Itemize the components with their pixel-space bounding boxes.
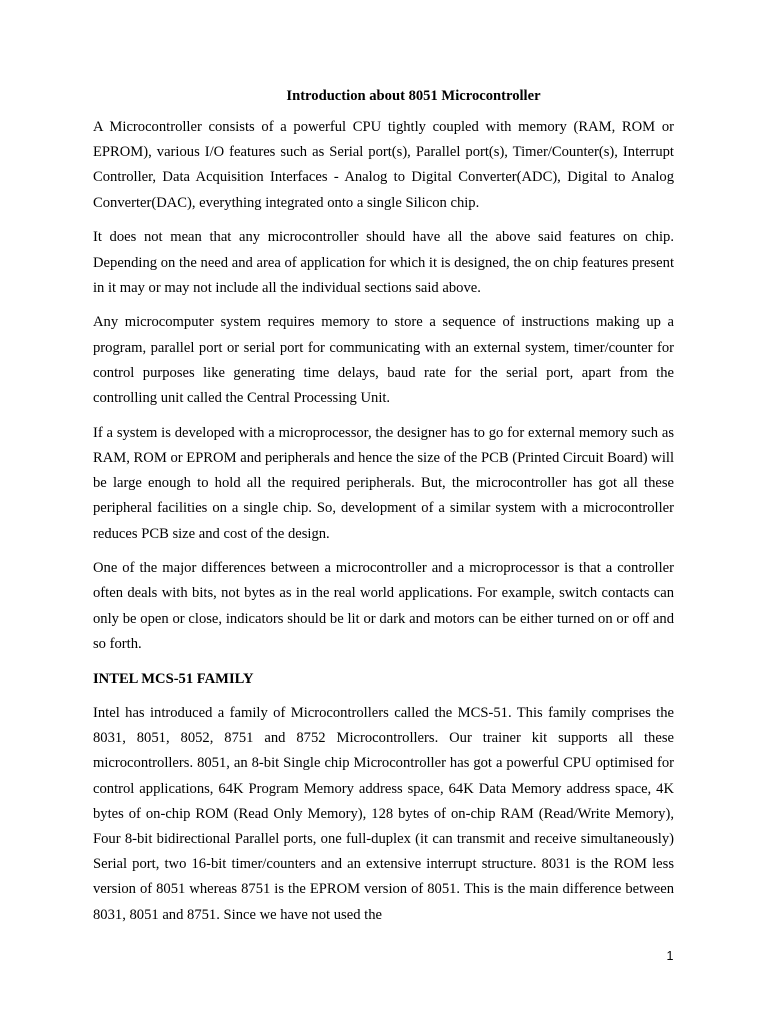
paragraph-microprocessor-vs-pcb: If a system is developed with a microprocessor, the designer has to go for external memory such as RAM, ROM or EPROM and peripherals and hence the size of the PCB (Printed Circuit Board) will be large enough to hold all the required peripherals. But, the microcontroller has got all these peripheral facilities on a single chip. So, development of a similar system with a microcontroller reduces PCB size and cost of the design. bbox=[93, 424, 674, 542]
document-page bbox=[93, 86, 674, 937]
paragraph-microcomputer-system: Any microcomputer system requires memory to store a sequence of instructions making up a program, parallel port or serial port for communicating with an external system, timer/counter for control purposes like generating time delays, baud rate for the serial port, apart from the controlling unit called the Central Processing Unit. bbox=[93, 314, 674, 407]
paragraph-microcontroller-definition: A Microcontroller consists of a powerful CPU tightly coupled with memory (RAM, ROM or EPROM), various I/O features such as Serial port(s), Parallel port(s), Timer/Counter(s), Interrupt Controller, Data Acquisition Interfaces - Analog to Digital Converter(ADC), Digital to Analog Converter(DAC), everything integrated onto a single Silicon chip. bbox=[93, 119, 674, 211]
section-heading: INTEL MCS-51 FAMILY bbox=[93, 670, 254, 687]
document-title: Introduction about 8051 Microcontroller bbox=[286, 88, 541, 104]
paragraph-bits-vs-bytes: One of the major differences between a microcontroller and a microprocessor is that a controller often deals with bits, not bytes as in the real world applications. For example, switch contacts can only be open or close, indicators should be lit or dark and motors can be either turned on or off and so forth. bbox=[93, 560, 674, 652]
paragraph-mcs51-family: Intel has introduced a family of Microcontrollers called the MCS-51. This family comprises the 8031, 8051, 8052, 8751 and 8752 Microcontrollers. Our trainer kit supports all these microcontrollers. 8051, an 8-bit Single chip Microcontroller has got a powerful CPU optimised for control applications, 64K Program Memory address space, 64K Data Memory address space, 4K bytes of on-chip ROM (Read Only Memory), 128 bytes of on-chip RAM (Read/Write Memory), Four 8-bit bidirectional Parallel ports, one full-duplex (it can transmit and receive simultaneously) Serial port, two 16-bit timer/counters and an extensive interrupt structure. 8031 is the ROM less version of 8051 whereas 8751 is the EPROM version of 8051. This is the main difference between 8031, 8051 and 8751. Since we have not used the bbox=[93, 705, 674, 923]
paragraph-on-chip-features: It does not mean that any microcontroller should have all the above said features on chip. Depending on the need and area of application for which it is designed, the on chip features present in it may or may not include all the individual sections said above. bbox=[93, 229, 674, 296]
page-number: 1 bbox=[666, 949, 674, 963]
